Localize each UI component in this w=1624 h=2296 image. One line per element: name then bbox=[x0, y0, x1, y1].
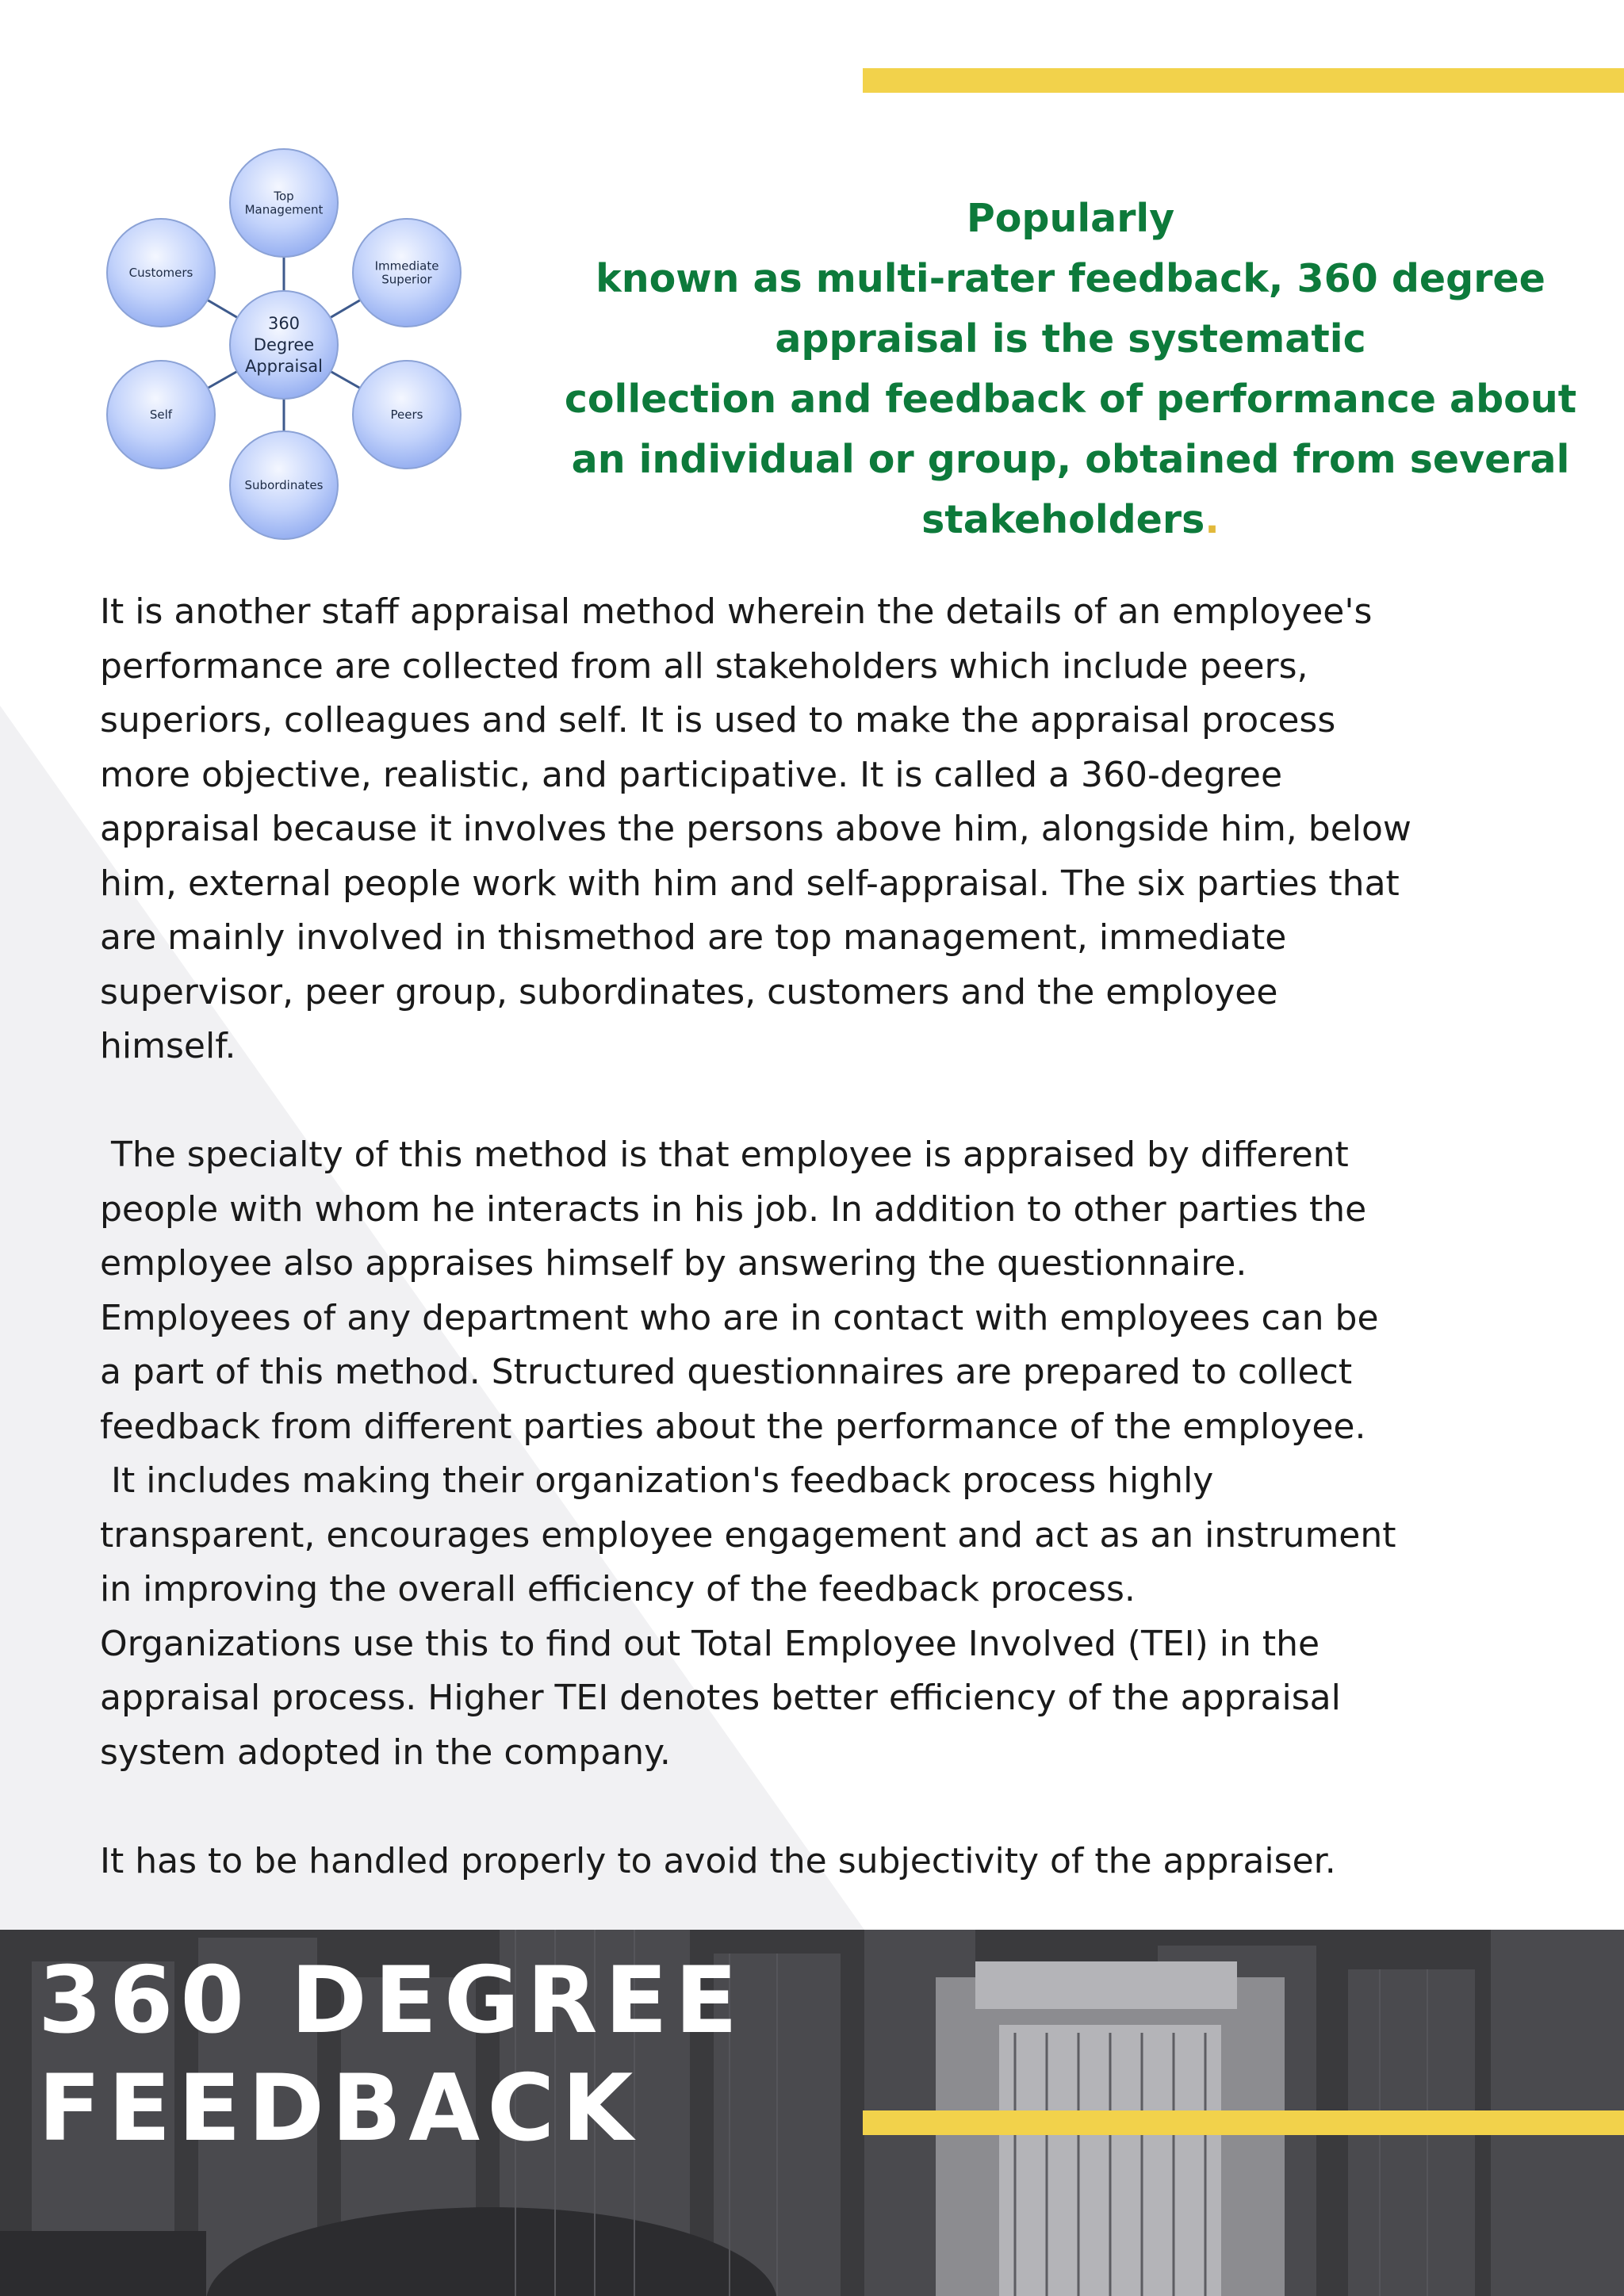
body-line: people with whom he interacts in his job. In addition to other parties the bbox=[100, 1188, 1367, 1230]
callout-line: an individual or group, obtained from several bbox=[571, 437, 1570, 482]
callout-line-last bbox=[555, 490, 1586, 550]
diagram-node-label: Subordinates bbox=[244, 478, 324, 492]
body-line: transparent, encourages employee engagement and act as an instrument bbox=[100, 1514, 1396, 1556]
callout-line: appraisal is the systematic bbox=[775, 316, 1366, 362]
callout-yellow-dot: . bbox=[1205, 497, 1220, 542]
footer-title-line: 360 DEGREE bbox=[38, 1947, 745, 2054]
body-line: supervisor, peer group, subordinates, customers and the employee bbox=[100, 971, 1278, 1012]
top-accent-bar bbox=[863, 68, 1624, 93]
body-line: superiors, colleagues and self. It is used to make the appraisal process bbox=[100, 700, 1336, 740]
diagram-center-node bbox=[230, 291, 338, 399]
body-line: him, external people work with him and self-appraisal. The six parties that bbox=[100, 863, 1400, 904]
paragraph-2 bbox=[100, 1128, 1607, 1780]
body-line: Organizations use this to find out Total Employee Involved (TEI) in the bbox=[100, 1623, 1320, 1664]
body-line: a part of this method. Structured questionnaires are prepared to collect bbox=[100, 1352, 1353, 1392]
body-line: It has to be handled properly to avoid the subjectivity of the appraiser. bbox=[100, 1840, 1336, 1881]
diagram-node bbox=[107, 219, 215, 327]
definition-callout bbox=[555, 189, 1586, 550]
diagram-node bbox=[230, 149, 338, 257]
appraisal-diagram bbox=[94, 141, 474, 545]
body-line: performance are collected from all stakeholders which include peers, bbox=[100, 645, 1308, 687]
bottom-accent-bar bbox=[863, 2110, 1624, 2135]
body-line: It includes making their organization's feedback process highly bbox=[100, 1460, 1214, 1501]
diagram-node-label: Self bbox=[149, 408, 173, 422]
diagram-center-label: 360 Degree Appraisal bbox=[244, 314, 324, 376]
paragraph-3 bbox=[100, 1835, 1607, 1889]
diagram-node-label: Top Management bbox=[244, 189, 324, 217]
diagram-node-label: Customers bbox=[128, 266, 193, 280]
body-line: employee also appraises himself by answering the questionnaire. bbox=[100, 1243, 1247, 1284]
callout-final-word: stakeholders bbox=[921, 497, 1205, 542]
body-line: himself. bbox=[100, 1026, 236, 1066]
body-line: appraisal because it involves the persons above him, alongside him, below bbox=[100, 809, 1411, 849]
body-line: system adopted in the company. bbox=[100, 1732, 671, 1773]
paragraph-gap bbox=[100, 1074, 1607, 1129]
callout-line: collection and feedback of performance about bbox=[564, 377, 1577, 422]
body-line: It is another staff appraisal method wherein the details of an employee's bbox=[100, 591, 1373, 632]
callout-line: known as multi-rater feedback, 360 degree bbox=[596, 256, 1545, 301]
paragraph-1 bbox=[100, 585, 1607, 1074]
diagram-node bbox=[353, 361, 461, 469]
diagram-node-label: Immediate Superior bbox=[374, 258, 439, 287]
body-line: feedback from different parties about the performance of the employee. bbox=[100, 1406, 1366, 1447]
diagram-node bbox=[230, 431, 338, 539]
diagram-node bbox=[107, 361, 215, 469]
body-line: Employees of any department who are in contact with employees can be bbox=[100, 1297, 1379, 1338]
body-line: are mainly involved in thismethod are top management, immediate bbox=[100, 917, 1287, 958]
body-line: appraisal process. Higher TEI denotes better efficiency of the appraisal bbox=[100, 1678, 1341, 1718]
body-line: The specialty of this method is that employee is appraised by different bbox=[100, 1135, 1349, 1175]
footer-title bbox=[38, 1947, 745, 2163]
diagram-node-label: Peers bbox=[390, 408, 423, 422]
diagram-node bbox=[353, 219, 461, 327]
callout-line: Popularly bbox=[966, 196, 1175, 241]
body-line: more objective, realistic, and participative. It is called a 360-degree bbox=[100, 754, 1283, 795]
paragraph-gap bbox=[100, 1780, 1607, 1835]
body-text bbox=[100, 585, 1607, 1888]
body-line: in improving the overall efficiency of the feedback process. bbox=[100, 1569, 1136, 1609]
footer-title-line: FEEDBACK bbox=[38, 2055, 641, 2162]
